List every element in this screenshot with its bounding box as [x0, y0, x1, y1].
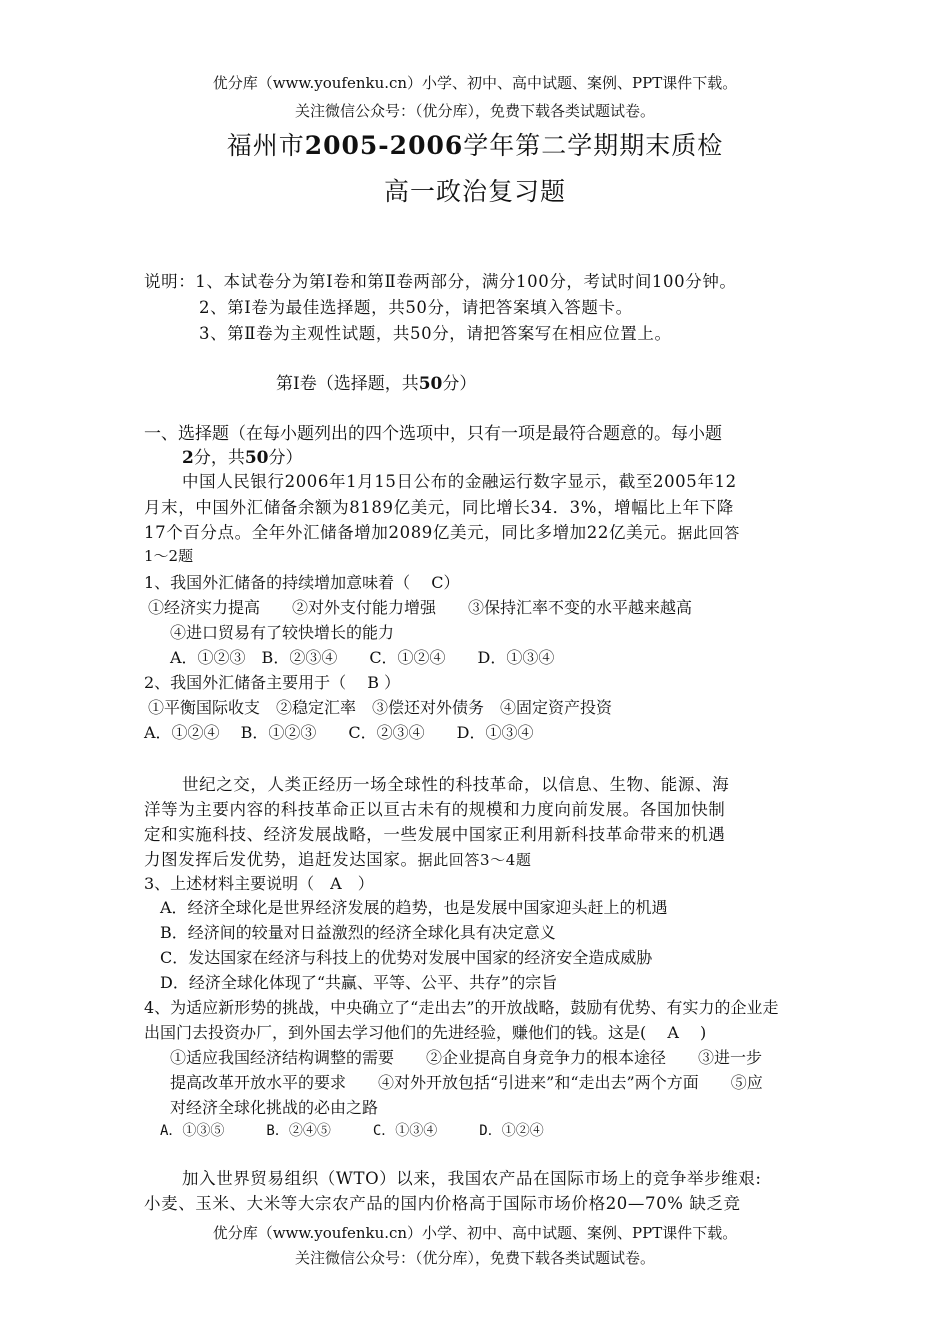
material1-line-3: [144, 519, 740, 543]
q1-options-line-1: ①经济实力提高 ②对外支付能力增强 ③保持汇率不变的水平越来越高: [148, 598, 693, 617]
section1-line-2: [182, 443, 303, 468]
material2-line-1: 世纪之交，人类正经历一场全球性的科技革命，以信息、生物、能源、海: [182, 775, 730, 794]
material2-line-4: [144, 846, 532, 870]
q4-options-line-1: ①适应我国经济结构调整的需要 ②企业提高自身竞争力的根本途径 ③进一步: [170, 1048, 763, 1067]
q1-choices: A．①②③ B．②③④ C．①②④ D．①③④: [170, 648, 555, 667]
title-years: 2005-2006: [304, 131, 464, 160]
part1-heading: [276, 369, 476, 394]
q3-option-a: A．经济全球化是世界经济发展的趋势，也是发展中国家迎头赶上的机遇: [160, 898, 668, 917]
material1-line-3b: 据此回答: [677, 524, 740, 542]
material2-line-4b: 据此回答3～4题: [417, 851, 532, 869]
q3-stem: 3、上述材料主要说明（ A ）: [144, 874, 374, 893]
part1-post: 分）: [442, 374, 477, 394]
header-line-2: 关注微信公众号：（优分库），免费下载各类试题试卷。: [294, 102, 655, 120]
q1-options-line-2: ④进口贸易有了较快增长的能力: [170, 623, 395, 642]
q4-options-line-2: 提高改革开放水平的要求 ④对外开放包括“引进来”和“走出去”两个方面 ⑤应: [170, 1073, 763, 1092]
section1-line-1: 一、选择题（在每小题列出的四个选项中，只有一项是最符合题意的。每小题: [144, 424, 722, 444]
material1-line-4: 1～2题: [144, 547, 194, 565]
part1-score: 50: [418, 374, 443, 394]
title-post: 学年第二学期期末质检: [463, 131, 724, 160]
section1-num: 2: [182, 448, 194, 468]
title-pre: 福州市: [226, 131, 305, 160]
page-subtitle: 高一政治复习题: [383, 177, 566, 206]
q4-choices: A．①③⑤ B．②④⑤ C．①③④ D．①②④: [160, 1123, 544, 1139]
material3-line-1: 加入世界贸易组织（WTO）以来，我国农产品在国际市场上的竞争举步维艰:: [182, 1169, 762, 1188]
q4-stem-line-1: 4、为适应新形势的挑战，中央确立了“走出去”的开放战略，鼓励有优势、有实力的企业走: [144, 998, 779, 1017]
q4-stem-line-2: 出国门去投资办厂，到外国去学习他们的先进经验，赚他们的钱。这是( A ): [144, 1023, 707, 1042]
q1-stem: 1、我国外汇储备的持续增加意味着（ C）: [144, 573, 460, 592]
section1-mid: 分，共: [193, 448, 245, 468]
material2-line-4a: 力图发挥后发优势，追赶发达国家。: [144, 850, 418, 869]
material2-line-2: 洋等为主要内容的科技革命正以亘古未有的规模和力度向前发展。各国加快制: [144, 800, 726, 819]
material2-line-3: 定和实施科技、经济发展战略，一些发展中国家正利用新科技革命带来的机遇: [144, 825, 726, 844]
q3-option-c: C．发达国家在经济与科技上的优势对发展中国家的经济安全造成威胁: [160, 948, 653, 967]
instruction-line-3: 3、第Ⅱ卷为主观性试题，共50分，请把答案写在相应位置上。: [199, 324, 672, 343]
q4-options-line-3: 对经济全球化挑战的必由之路: [170, 1098, 379, 1117]
q2-choices: A．①②④ B．①②③ C．②③④ D．①③④: [144, 723, 534, 742]
q2-options: ①平衡国际收支 ②稳定汇率 ③偿还对外债务 ④固定资产投资: [148, 698, 613, 717]
q2-stem: 2、我国外汇储备主要用于（ B ）: [144, 673, 401, 692]
instruction-line-1: 说明：1、本试卷分为第Ⅰ卷和第Ⅱ卷两部分，满分100分，考试时间100分钟。: [144, 272, 737, 291]
material3-line-2: 小麦、玉米、大米等大宗农产品的国内价格高于国际市场价格20—70% 缺乏竞: [144, 1194, 741, 1213]
material1-line-3a: 17个百分点。全年外汇储备增加2089亿美元，同比多增加22亿美元。: [144, 523, 678, 542]
footer-line-2: 关注微信公众号：（优分库），免费下载各类试题试卷。: [294, 1249, 655, 1267]
material1-line-2: 月末，中国外汇储备余额为8189亿美元，同比增长34．3%，增幅比上年下降: [144, 498, 734, 517]
footer-line-1: 优分库（www.youfenku.cn）小学、初中、高中试题、案例、PPT课件下载。: [212, 1224, 738, 1242]
q3-option-b: B．经济间的较量对日益激烈的经济全球化具有决定意义: [160, 923, 556, 942]
section1-end: 分）: [268, 448, 303, 468]
page-title: [0, 126, 950, 162]
material1-line-1: 中国人民银行2006年1月15日公布的金融运行数字显示，截至2005年12: [182, 472, 737, 491]
q3-option-d: D．经济全球化体现了“共赢、平等、公平、共存”的宗旨: [160, 973, 558, 992]
instruction-line-2: 2、第Ⅰ卷为最佳选择题，共50分，请把答案填入答题卡。: [199, 298, 633, 317]
section1-score: 50: [244, 448, 269, 468]
header-line-1: 优分库（www.youfenku.cn）小学、初中、高中试题、案例、PPT课件下载。: [212, 74, 738, 92]
part1-pre: 第Ⅰ卷（选择题，共: [276, 374, 419, 394]
